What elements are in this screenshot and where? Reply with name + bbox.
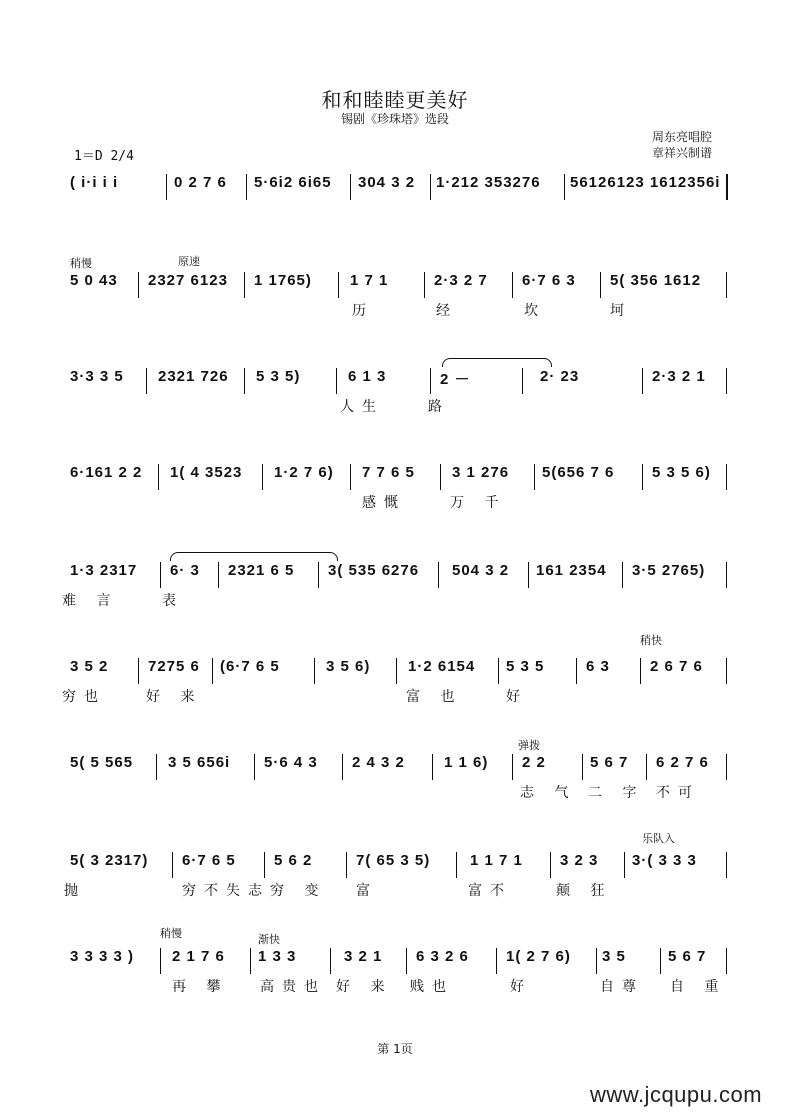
measure: 3 2 1 xyxy=(344,948,383,965)
lyric: 路 xyxy=(428,399,450,415)
tempo-mark-pluck: 弹拨 xyxy=(518,739,540,752)
measure: 3·( 3 3 3 xyxy=(632,852,697,869)
lyric: 富 xyxy=(356,883,378,899)
lyric: 富不 xyxy=(468,883,512,899)
measure: 3 5 656i xyxy=(168,754,231,771)
tempo-mark-faster: 稍快 xyxy=(640,634,662,647)
lyric: 不可 xyxy=(656,785,700,801)
measure: 1·212 353276 xyxy=(436,174,541,191)
lyric: 二 字 xyxy=(588,785,645,801)
measure: 6 2 7 6 xyxy=(656,754,709,771)
measure: 5 6 7 xyxy=(668,948,707,965)
lyric: 抛 xyxy=(64,883,86,899)
measure: 6·7 6 5 xyxy=(182,852,236,869)
singer-credit: 周东亮唱腔 xyxy=(652,130,713,144)
page-number: 第 1页 xyxy=(377,1042,413,1056)
measure: 5·6 4 3 xyxy=(264,754,318,771)
tempo-mark-slow: 稍慢 xyxy=(70,257,92,270)
measure: 7 7 6 5 xyxy=(362,464,415,481)
measure: 2·3 2 7 xyxy=(434,272,488,289)
measure: 1 1 6) xyxy=(444,754,489,771)
measure: 1 1 7 1 xyxy=(470,852,523,869)
measure: 3 2 3 xyxy=(560,852,599,869)
site-watermark: www.jcqupu.com xyxy=(590,1082,763,1107)
measure: 3 5 6) xyxy=(326,658,371,675)
lyric: 穷不失志 xyxy=(182,883,270,899)
measure: 504 3 2 xyxy=(452,562,510,579)
lyric: 坷 xyxy=(610,303,632,319)
measure: 6·161 2 2 xyxy=(70,464,143,481)
lyric: 经 xyxy=(436,303,458,319)
measure: 5( 3 2317) xyxy=(70,852,149,869)
measure: 7( 65 3 5) xyxy=(356,852,431,869)
measure: 1( 4 3523 xyxy=(170,464,243,481)
lyric: 穷也 xyxy=(62,689,106,705)
staff-row xyxy=(62,658,730,705)
measure: 5 6 2 xyxy=(274,852,313,869)
staff-row xyxy=(62,562,730,609)
measure: 2327 6123 xyxy=(148,272,228,289)
tempo-mark-slow-2: 稍慢 xyxy=(160,927,182,940)
lyric: 好 来 xyxy=(146,689,203,705)
measure: 1·2 6154 xyxy=(408,658,476,675)
measure: 6· 3 xyxy=(170,562,200,579)
measure: 2 1 7 6 xyxy=(172,948,225,965)
lyric: 自尊 xyxy=(600,979,644,995)
measure: 3 5 xyxy=(602,948,626,965)
measure: 5 0 43 xyxy=(70,272,118,289)
measure: 3( 535 6276 xyxy=(328,562,420,579)
measure: 2 － xyxy=(440,371,471,388)
lyric: 高贵也 xyxy=(260,979,326,995)
staff-row xyxy=(66,464,730,510)
measure: 5( 356 1612 xyxy=(610,272,702,289)
measure: 1 3 3 xyxy=(258,948,297,965)
staff-row xyxy=(66,852,730,898)
measure: 56126123 1612356i xyxy=(570,174,721,191)
measure: 2· 23 xyxy=(540,368,580,385)
lyric: 好 来 xyxy=(336,979,393,995)
measure: 0 2 7 6 xyxy=(174,174,227,191)
tempo-mark-original: 原速 xyxy=(178,255,200,268)
measure: (6·7 6 5 xyxy=(220,658,280,675)
lyric: 好 xyxy=(506,689,528,705)
measure: 161 2354 xyxy=(536,562,607,579)
measure: 6 1 3 xyxy=(348,368,387,385)
staff-row xyxy=(66,948,730,994)
measure: 5 3 5) xyxy=(256,368,301,385)
measure: 7275 6 xyxy=(148,658,200,675)
measure: 2·3 2 1 xyxy=(652,368,706,385)
measure: 3 3 3 3 ) xyxy=(70,948,135,965)
key-signature: 1＝D 2/4 xyxy=(74,149,134,164)
measure: 2321 726 xyxy=(158,368,229,385)
measure: 3·3 3 5 xyxy=(70,368,124,385)
measure: 1 1765) xyxy=(254,272,312,289)
lyric: 人生 xyxy=(340,399,384,415)
measure: 1·2 7 6) xyxy=(274,464,334,481)
measure: 2 4 3 2 xyxy=(352,754,405,771)
measure: 5( 5 565 xyxy=(70,754,134,771)
staff-row xyxy=(66,272,730,318)
score-title: 和和睦睦更美好 xyxy=(321,88,469,112)
measure: 5 6 7 xyxy=(590,754,629,771)
lyric: 穷 变 xyxy=(270,883,327,899)
measure: 304 3 2 xyxy=(358,174,416,191)
lyric: 感慨 xyxy=(362,495,406,511)
lyric: 富 也 xyxy=(406,689,463,705)
measure: 3 1 276 xyxy=(452,464,510,481)
score-subtitle: 锡剧《珍珠塔》选段 xyxy=(340,112,449,126)
staff-row xyxy=(66,368,730,414)
measure: 5·6i2 6i65 xyxy=(254,174,332,191)
measure: 1( 2 7 6) xyxy=(506,948,571,965)
lyric: 贱也 xyxy=(410,979,454,995)
measure: 2 2 xyxy=(522,754,546,771)
lyric: 坎 xyxy=(524,303,546,319)
lyric: 万 千 xyxy=(450,495,507,511)
lyric: 历 xyxy=(352,303,374,319)
lyric: 颠 狂 xyxy=(556,883,613,899)
lyric: 志 气 xyxy=(520,785,577,801)
lyric: 难 言 xyxy=(62,593,119,609)
staff-row xyxy=(66,754,730,800)
measure: 2321 6 5 xyxy=(228,562,295,579)
lyric: 自 重 xyxy=(670,979,727,995)
lyric: 再 攀 xyxy=(172,979,229,995)
tempo-mark-band-enters: 乐队入 xyxy=(642,832,675,845)
lyric: 好 xyxy=(510,979,532,995)
measure: 5(656 7 6 xyxy=(542,464,615,481)
measure: 1 7 1 xyxy=(350,272,389,289)
tempo-mark-accelerate: 渐快 xyxy=(258,933,280,946)
staff-row xyxy=(66,174,730,220)
measure: 1·3 2317 xyxy=(70,562,138,579)
measure: 3·5 2765) xyxy=(632,562,706,579)
measure: 6 3 xyxy=(586,658,610,675)
measure: ( i·i i i xyxy=(70,174,119,191)
measure: 5 3 5 xyxy=(506,658,545,675)
measure: 2 6 7 6 xyxy=(650,658,703,675)
measure: 3 5 2 xyxy=(70,658,109,675)
measure: 5 3 5 6) xyxy=(652,464,711,481)
measure: 6 3 2 6 xyxy=(416,948,469,965)
measure: 6·7 6 3 xyxy=(522,272,576,289)
notation-credit: 章祥兴制谱 xyxy=(652,146,713,160)
lyric: 表 xyxy=(162,593,184,609)
